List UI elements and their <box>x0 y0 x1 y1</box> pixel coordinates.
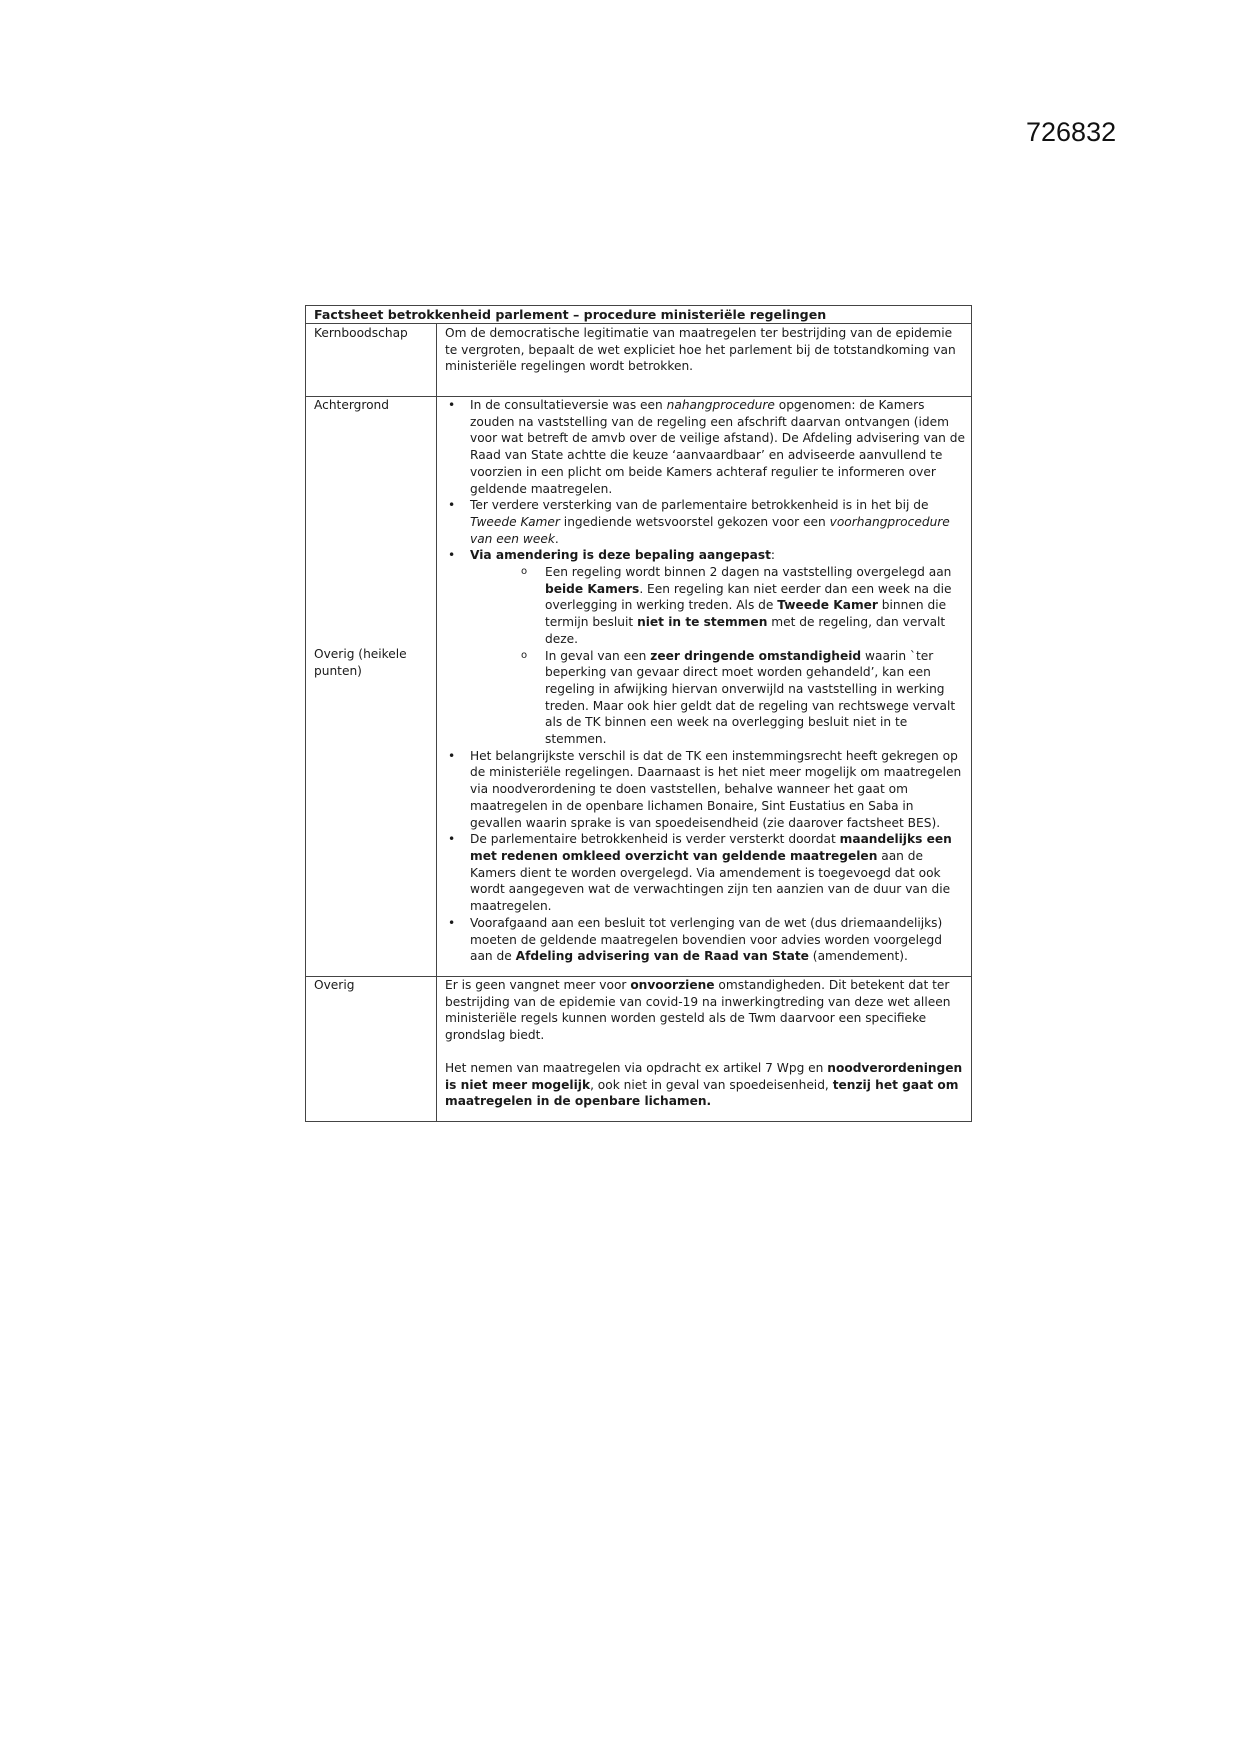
row-label-overig: Overig <box>306 976 437 1121</box>
text: opgenomen: de Kamers zouden na vaststelling van de regeling een afschrift daarvan ontvangen (idem voor wat betreft de amvb over de veilige afstand). De Afdeling advisering van de Raad van State achtte die keuze ‘aanvaardbaar’ en adviseerde aanvullend te voorzien in een plicht om beide Kamers achteraf regulier te informeren over geldende maatregelen. <box>470 398 965 496</box>
text-italic: Tweede Kamer <box>470 514 560 529</box>
row-content-overig <box>437 976 971 1121</box>
circle-bullet-icon: o <box>521 649 528 661</box>
overig-paragraph-2 <box>445 1060 965 1110</box>
bullet-icon: • <box>448 832 456 847</box>
text: . <box>554 531 559 546</box>
row-kernboodschap <box>306 324 971 397</box>
text-bold: beide Kamers <box>545 581 640 596</box>
text: binnen die termijn besluit <box>545 598 947 630</box>
text: De parlementaire betrokkenheid is verder versterkt doordat <box>470 832 840 847</box>
text-italic: nahangprocedure <box>666 398 775 412</box>
row-achtergrond <box>306 396 971 977</box>
document-number: 726832 <box>1026 117 1117 147</box>
text: omstandigheden. Dit betekent dat ter bestrijding van de epidemie van covid-19 na inwerkingtreding van deze wet alleen ministeriële regels kunnen worden gesteld als de Twm daarvoor een specifieke grondslag biedt. <box>445 978 951 1043</box>
sub-list-item <box>470 564 965 648</box>
row-label-kernboodschap: Kernboodschap <box>306 324 437 396</box>
text: Voorafgaand aan een besluit tot verlenging van de wet (dus driemaandelijks) moeten de geldende maatregelen bovendien voor advies worden voorgelegd aan de <box>470 915 943 964</box>
text-bold: zeer dringende omstandigheid <box>650 648 862 663</box>
list-item <box>445 397 965 497</box>
label-achtergrond: Achtergrond <box>314 398 390 412</box>
row-label-achtergrond <box>306 396 437 976</box>
paragraph-gap <box>445 1044 965 1060</box>
list-item <box>445 497 965 547</box>
label-overig-heikele-punten: Overig (heikele punten) <box>314 647 407 678</box>
list-item <box>445 748 965 832</box>
text: , ook niet in geval van spoedeisenheid, <box>590 1077 833 1092</box>
text-bold: niet in te stemmen <box>637 615 768 630</box>
row-content-achtergrond <box>437 396 971 976</box>
row-content-kernboodschap <box>437 324 971 396</box>
text: . Een regeling kan niet eerder dan een week na die overlegging in werking treden. Als de <box>545 581 952 613</box>
text-italic: voorhangprocedure van een week <box>470 514 950 546</box>
kernboodschap-text: Om de democratische legitimatie van maatregelen ter bestrijding van de epidemie te vergroten, bepaalt de wet expliciet hoe het parlement bij de totstandkoming van ministeriële regelingen wordt betrokken. <box>445 326 956 374</box>
text-bold: Tweede Kamer <box>777 598 878 613</box>
text: In geval van een <box>545 648 651 663</box>
overig-paragraph-1 <box>445 977 965 1044</box>
factsheet-table <box>305 305 972 1122</box>
text: met de regeling, dan vervalt deze. <box>545 615 946 646</box>
sub-list-item <box>470 648 965 748</box>
row-overig <box>306 976 971 1121</box>
text-bold: noodverordeningen is niet meer mogelijk <box>445 1060 963 1092</box>
bullet-icon: • <box>448 548 456 563</box>
list-item <box>445 547 965 747</box>
circle-bullet-icon: o <box>521 566 528 578</box>
text: Ter verdere versterking van de parlementaire betrokkenheid is in het bij de <box>470 498 929 513</box>
text: Het nemen van maatregelen via opdracht ex artikel 7 Wpg en <box>445 1060 828 1075</box>
bullet-icon: • <box>448 398 456 412</box>
bullet-icon: • <box>448 498 456 513</box>
text-bold: Afdeling advisering van de Raad van State <box>515 949 809 964</box>
text: Een regeling wordt binnen 2 dagen na vaststelling overgelegd aan <box>545 565 952 580</box>
list-item <box>445 915 965 965</box>
text: ingediende wetsvoorstel gekozen voor een <box>559 514 830 529</box>
text: Er is geen vangnet meer voor <box>445 978 631 992</box>
text: : <box>770 548 776 563</box>
factsheet-title: Factsheet betrokkenheid parlement – procedure ministeriële regelingen <box>306 306 971 324</box>
bullet-icon: • <box>448 915 456 930</box>
text: waarin `ter beperking van gevaar direct moet worden gehandeld’, kan een regeling in afwijking hiervan onverwijld na vaststelling in werking treden. Maar ook hier geldt dat de regeling van rechtswege vervalt als de TK binnen een week na overlegging besluit niet in te stemmen. <box>545 648 956 747</box>
text: In de consultatieversie was een <box>470 398 667 412</box>
text-bold: onvoorziene <box>630 978 715 992</box>
list-item <box>445 831 965 915</box>
text: aan de Kamers dient te worden overgelegd. Via amendement is toegevoegd dat ook wordt aangegeven wat de verwachtingen zijn ten aanzien van de duur van die maatregelen. <box>470 848 951 914</box>
bullet-icon: • <box>448 748 456 763</box>
text-bold: tenzij het gaat om maatregelen in de openbare lichamen. <box>445 1077 959 1109</box>
text: (amendement). <box>808 949 908 964</box>
text-bold: Via amendering is deze bepaling aangepast <box>470 548 771 563</box>
text-bold: maandelijks een met redenen omkleed overzicht van geldende maatregelen <box>470 832 952 863</box>
text: Het belangrijkste verschil is dat de TK een instemmingsrecht heeft gekregen op de ministeriële regelingen. Daarnaast is het niet meer mogelijk om maatregelen via noodverordening te doen vaststellen, behalve wanneer het gaat om maatregelen in de openbare lichamen Bonaire, Sint Eustatius en Saba in gevallen waarin sprake is van spoedeisendheid (zie daarover factsheet BES). <box>470 748 962 830</box>
